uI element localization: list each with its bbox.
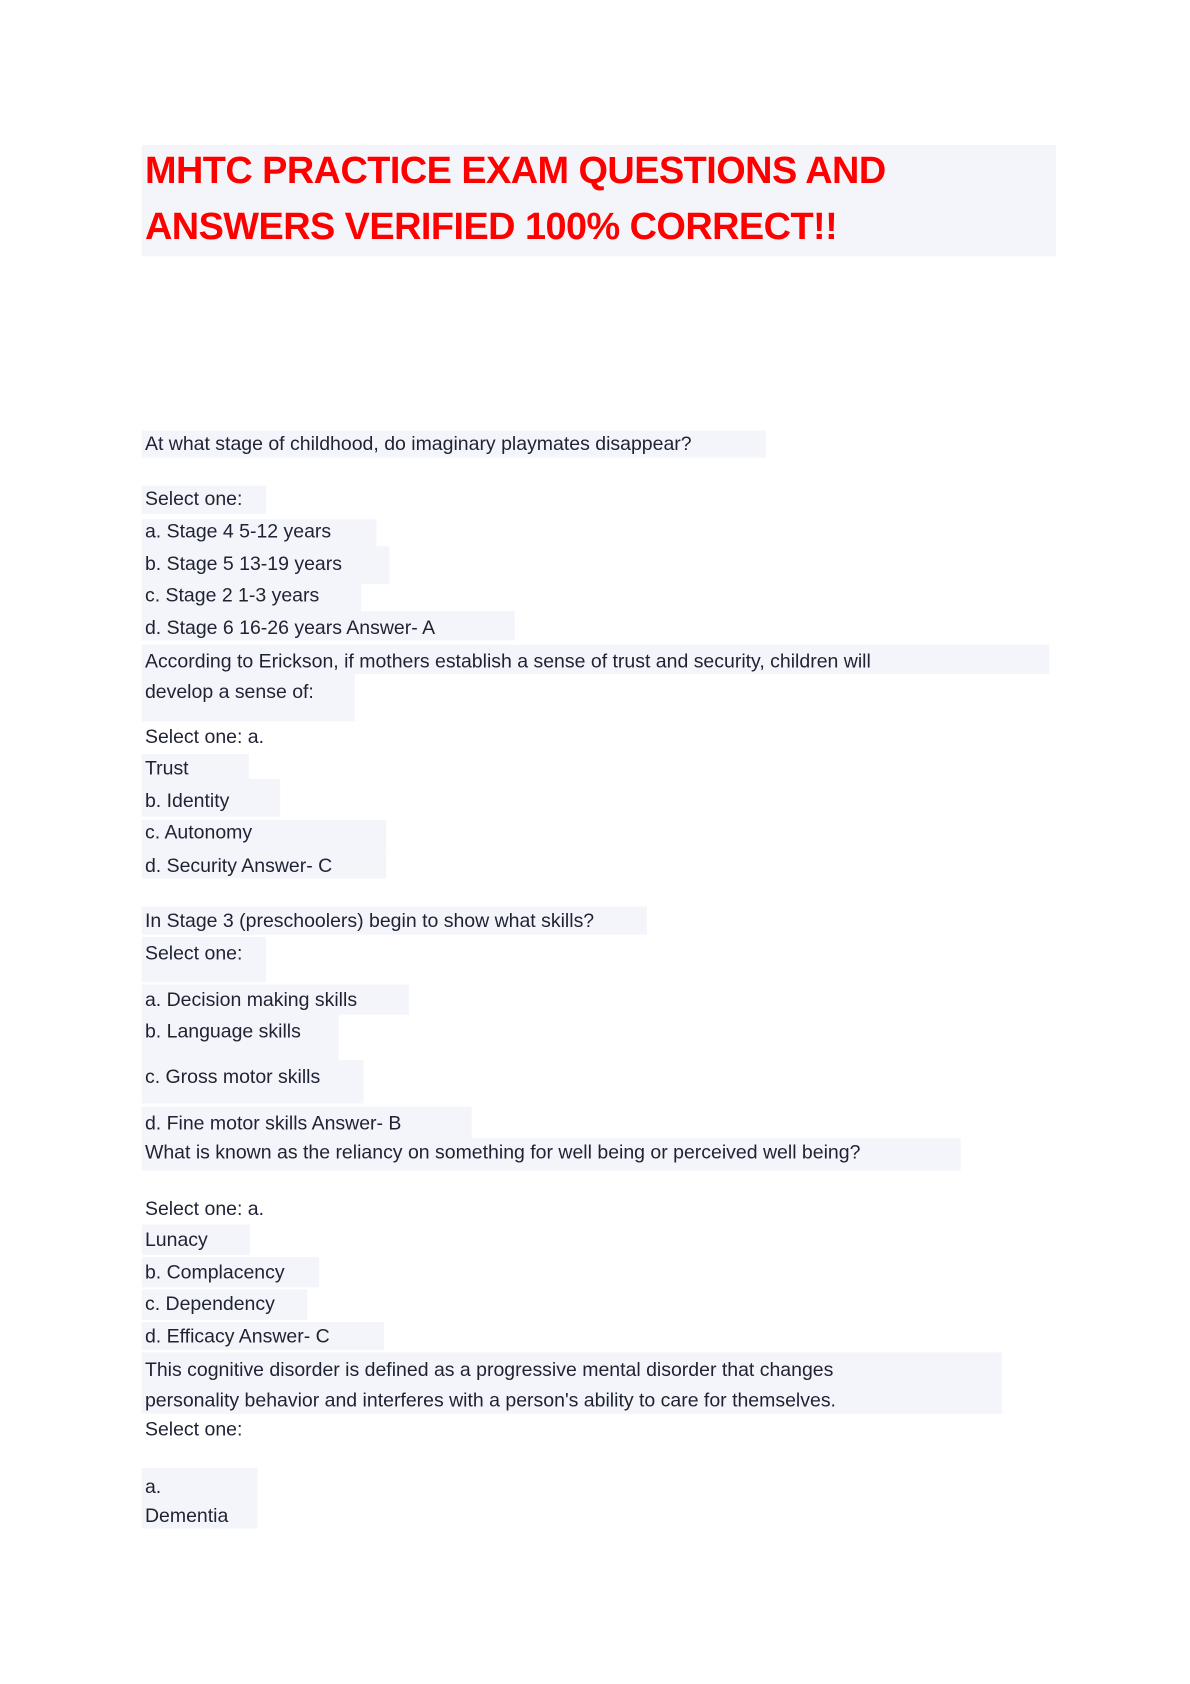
question-line: a. Decision making skills — [144, 988, 358, 1011]
question-line: b. Complacency — [144, 1261, 285, 1284]
question-line: d. Security Answer- C — [144, 854, 333, 877]
question-line: b. Language skills — [144, 1020, 301, 1042]
question-text: At what stage of childhood, do imaginary playmates disappear? — [144, 432, 692, 455]
question-text: This cognitive disorder is defined as a progressive mental disorder that changes — [144, 1358, 834, 1381]
question-line: b. Stage 5 13-19 years — [144, 552, 342, 575]
question-text: In Stage 3 (preschoolers) begin to show what skills? — [144, 909, 595, 932]
question-line: d. Stage 6 16-26 years Answer- A — [144, 616, 436, 639]
question-line: Dementia — [144, 1504, 229, 1527]
question-line: a. — [144, 1475, 162, 1498]
question-line: c. Stage 2 1-3 years — [144, 584, 320, 606]
document-title-line-2: ANSWERS VERIFIED 100% CORRECT!! — [144, 205, 838, 248]
question-line: Trust — [144, 757, 189, 779]
question-line: c. Gross motor skills — [144, 1065, 321, 1088]
question-line: Select one: a. — [144, 1197, 265, 1220]
question-line: b. Identity — [144, 789, 230, 812]
question-line: Select one: — [144, 487, 243, 510]
question-line: Select one: — [144, 1418, 243, 1440]
question-text: What is known as the reliancy on something for well being or perceived well being? — [144, 1141, 861, 1163]
question-line: c. Autonomy — [144, 821, 253, 843]
question-line: Lunacy — [144, 1228, 208, 1251]
question-line: develop a sense of: — [144, 680, 314, 703]
question-line: c. Dependency — [144, 1292, 275, 1315]
question-text: According to Erickson, if mothers establish a sense of trust and security, children will — [144, 650, 871, 672]
document-title-line-1: MHTC PRACTICE EXAM QUESTIONS AND — [144, 149, 886, 192]
question-line: personality behavior and interferes with a person's ability to care for themselves. — [144, 1389, 836, 1411]
question-line: Select one: a. — [144, 725, 265, 748]
question-line: d. Fine motor skills Answer- B — [144, 1112, 402, 1134]
question-line: Select one: — [144, 942, 243, 964]
question-line: a. Stage 4 5-12 years — [144, 520, 332, 542]
question-line: d. Efficacy Answer- C — [144, 1325, 330, 1347]
